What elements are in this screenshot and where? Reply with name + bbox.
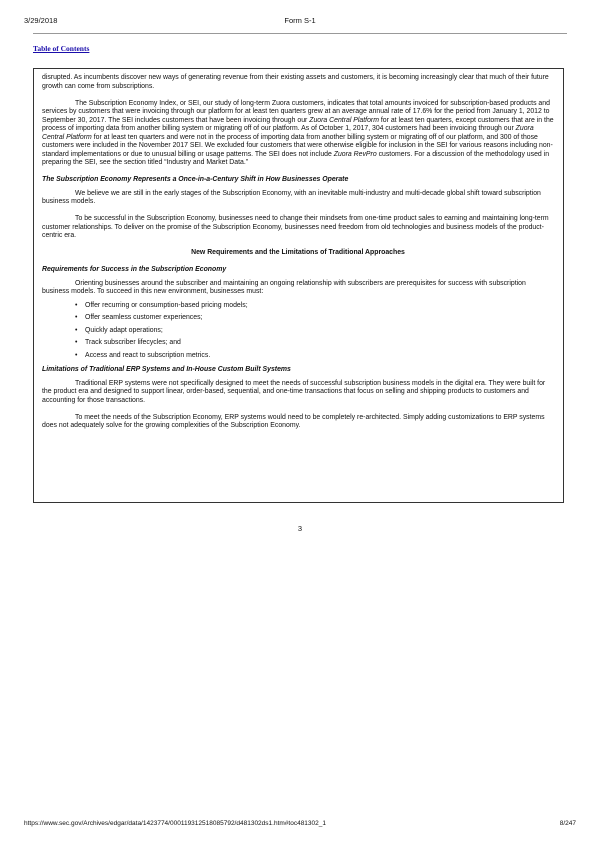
list-item: • Track subscriber lifecycles; and	[75, 339, 181, 346]
footer-url: https://www.sec.gov/Archives/edgar/data/1423774/000119312518085792/d481302ds1.htm#toc481302_1	[24, 820, 326, 827]
list-item: • Quickly adapt operations;	[75, 326, 163, 334]
subheading-requirements: Requirements for Success in the Subscription Economy	[42, 266, 227, 273]
paragraph-sei: The Subscription Economy Index, or SEI, our study of long-term Zuora customers, indicates that total amounts invoiced for subscription-based products and services by customers that were invoicing through our platform for at least ten quarters grew at an average annual rate of 17.6% for the period from January 1, 2012 to September 30, 2017. The SEI includes customers that have been invoicing through our Zuora Central Platform for at least ten quarters, except customers that are in the process of importing data from another billing system or migrating off of our platform. As of October 1, 2017, 304 customers had been invoicing through our Zuora Central Platform for at least ten quarters and were not in the process of importing data from another billing system or migrating off of our platform, and 300 of those customers were included in the November 2017 SEI. We excluded four customers that were otherwise eligible for inclusion in the SEI for various reasons including non-standard implementations or due to unusual billing or usage patterns. The SEI does not include Zuora RevPro customers. For a discussion of the methodology used in preparing the SEI, see the section titled “Industry and Market Data.”	[42, 99, 554, 166]
subheading-limitations: Limitations of Traditional ERP Systems and In-House Custom Built Systems	[42, 366, 291, 373]
page-number: 3	[297, 524, 303, 533]
list-item: • Access and react to subscription metrics.	[75, 351, 211, 359]
bullet-icon: •	[75, 351, 78, 359]
bullet-icon: •	[75, 301, 78, 309]
paragraph-to-be-successful: To be successful in the Subscription Economy, businesses need to change their mindsets from one-time product sales to earning and maintaining long-term customer relationships. To deliver on the promise of the Subscription Economy, businesses need freedom from old technologies and business models of the product-centric era.	[42, 215, 549, 239]
paragraph-disrupted: disrupted. As incumbents discover new ways of generating revenue from their existing assets and customers, it is becoming increasingly clear that much of their future growth can come from subscriptions.	[42, 74, 549, 90]
header-title: Form S-1	[284, 16, 316, 25]
product-name: Zuora Central Platform	[309, 116, 379, 124]
paragraph-early-stages: We believe we are still in the early stages of the Subscription Economy, with an inevitable multi-industry and multi-decade global shift toward subscription business models.	[42, 189, 541, 205]
paragraph-orienting: Orienting businesses around the subscriber and maintaining an ongoing relationship with subscribers are prerequisites for success with subscription business models. To succeed in this new environment, businesses must:	[42, 279, 526, 295]
list-item: • Offer seamless customer experiences;	[75, 314, 203, 321]
footer-page-count: 8/247	[559, 820, 576, 827]
table-of-contents-link[interactable]: Table of Contents	[33, 44, 90, 53]
paragraph-re-architected: To meet the needs of the Subscription Economy, ERP systems would need to be completely re-architected. Simply adding customizations to ERP systems does not adequately solve for the growing complexities of the Subscription Economy.	[42, 413, 545, 429]
section-heading: New Requirements and the Limitations of Traditional Approaches	[191, 249, 405, 256]
header-divider	[33, 33, 567, 34]
bullet-icon: •	[75, 339, 78, 346]
requirements-list	[42, 302, 554, 361]
subheading-once-in-a-century: The Subscription Economy Represents a Once-in-a-Century Shift in How Businesses Operate	[42, 176, 349, 183]
bullet-icon: •	[75, 314, 78, 321]
list-item: • Offer recurring or consumption-based pricing models;	[75, 301, 248, 309]
product-name: Zuora RevPro	[333, 150, 377, 158]
content-box	[33, 68, 564, 503]
bullet-icon: •	[75, 326, 78, 334]
header-date: 3/29/2018	[24, 16, 58, 25]
product-name: Zuora Central Platform	[42, 125, 534, 141]
paragraph-traditional-erp: Traditional ERP systems were not specifically designed to meet the needs of successful subscription business models in the digital era. They were built for the product era and designed to support linear, order-based, sequential, and one-time transactions that focus on selling and shipping products to customers and accounting for those transactions.	[42, 379, 546, 404]
